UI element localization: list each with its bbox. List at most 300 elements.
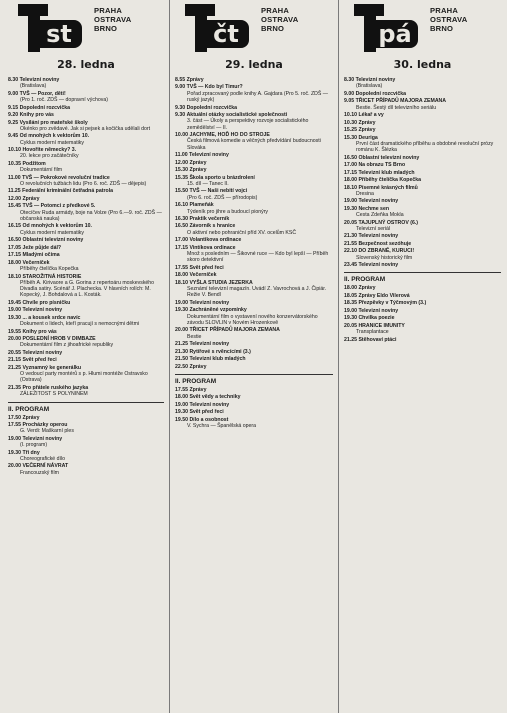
program-title: Federální kriminální četřadná patrola <box>22 188 113 195</box>
program-title: Zprávy <box>189 167 207 174</box>
program-time: 21.55 <box>344 240 357 247</box>
program-title: TŘICET PŘÍPADŮ MAJORA ZEMANA <box>355 98 447 105</box>
program-entry <box>344 337 501 343</box>
program-time: 10.35 <box>8 160 21 167</box>
program-entry <box>344 323 501 336</box>
program-time: 16.15 <box>8 223 21 230</box>
day-abbreviation: čt <box>203 20 249 48</box>
program-description: O aktivní nebo pohraniční příd XV. ocelům KSČ <box>187 229 297 236</box>
program-description: Televizní seriál <box>356 225 391 232</box>
program-title: Televizní noviny <box>189 299 230 306</box>
program-entry <box>8 147 164 160</box>
program-time: 19.50 <box>175 416 188 423</box>
program-description: 3. část — Úkoly a perspektivy rozvoje socialistického zemědělství — II. <box>187 118 309 131</box>
program-entry <box>175 349 333 355</box>
program-time: 19.00 <box>175 299 188 306</box>
program-entry <box>344 262 501 268</box>
program-title: Vysílání pro mateřské školy <box>19 119 88 126</box>
program-description: Bestie <box>187 333 202 340</box>
program-time: 9.15 <box>8 104 19 111</box>
program-description: Dokumentární film z jihoafrické republiky <box>20 342 114 349</box>
program-entry <box>175 112 333 131</box>
program-time: 10.30 <box>344 119 357 126</box>
program-title: Svět před řeci <box>189 409 224 416</box>
program-time: 8.55 <box>175 77 186 83</box>
day-column-thursday <box>172 0 336 713</box>
program-time: 19.30 <box>8 449 21 456</box>
program-time: 15.35 <box>175 174 188 181</box>
day-date: 30. ledna <box>393 58 452 71</box>
program-time: 8.30 <box>8 77 19 83</box>
program-time: 18.00 <box>175 272 188 279</box>
program-entry <box>175 152 333 158</box>
station-cities: PRAHA OSTRAVA BRNO <box>261 6 299 33</box>
program-entry <box>175 175 333 188</box>
program-title: Zprávy <box>358 119 376 126</box>
program-description: Okénko pro zvědavé. Jak si pejsek a kočička udělali dort <box>20 125 151 132</box>
program-title: Přezpěvky v Týčmovým (3.) <box>358 300 427 307</box>
program-time: 18.00 <box>344 177 357 184</box>
program-description: V. Sychra — Španělská opera <box>187 423 257 430</box>
program-title: Závorník s hranice <box>189 223 236 230</box>
program-title: Zachráněné vzpomínky <box>189 307 247 314</box>
program-entry <box>175 167 333 173</box>
program-entry <box>175 356 333 362</box>
program-description: Cyklus moderní matematiky <box>20 139 84 146</box>
program-entry <box>8 350 164 356</box>
program-time: 16.10 <box>175 202 188 209</box>
program-description: Cyklus moderní matematiky <box>20 229 84 236</box>
program-description: O vedoucí party montérů s p. Hlumi montéže Ostravsko (Ostrava) <box>20 371 148 384</box>
program-entry <box>8 245 164 251</box>
program-time: 16.50 <box>175 223 188 230</box>
program-entry <box>344 241 501 247</box>
program-time: 19.45 <box>8 299 21 306</box>
program-entry <box>175 160 333 166</box>
program-entry <box>175 216 333 222</box>
program-entry <box>175 280 333 299</box>
program-time: 12.00 <box>8 195 21 202</box>
program-entry <box>344 112 501 118</box>
program-title: Lékař a vy <box>358 112 384 119</box>
program-entry <box>8 203 164 222</box>
program-entry <box>344 206 501 219</box>
tv-logo-icon <box>185 4 257 52</box>
program-title: Ježe půjde dál? <box>22 244 62 251</box>
program-time: 21.30 <box>344 233 357 240</box>
program-entry <box>344 77 501 90</box>
program-time: 19.30 <box>344 205 357 212</box>
program-title: Televizní noviny <box>358 233 399 240</box>
program-description: Francouzský film <box>20 469 59 476</box>
program-title: Dopolední rozcvička <box>186 104 238 111</box>
program-title: Stěhovaví ptáci <box>358 336 397 343</box>
program-title: Knihy pro vás <box>22 328 57 335</box>
program-entry <box>175 202 333 215</box>
program-title: Deuriga <box>358 134 378 141</box>
program-time: 8.30 <box>344 77 355 83</box>
program-title: Zprávy <box>358 127 376 134</box>
program-title: Chvilka poezie <box>358 315 395 322</box>
program-description: O revolučních tužbách lidu (Pro 6. roč. ZDŠ — dějepis) <box>20 180 147 187</box>
program-time: 17.05 <box>8 244 21 251</box>
program-title: TVŠ — Potomci z předkové 5. <box>22 203 96 210</box>
program-time: 21.25 <box>344 336 357 343</box>
program-time: 22.50 <box>175 363 188 370</box>
program-time: 18.00 <box>344 285 357 292</box>
column-divider <box>338 0 339 713</box>
program-title: Vyznamný ke generálku <box>22 364 82 371</box>
program-entry <box>8 436 164 449</box>
program-time: 9.00 <box>8 90 19 97</box>
program-time: 9.30 <box>175 112 186 119</box>
program-time: 21.25 <box>175 341 188 348</box>
program-entry <box>344 127 501 133</box>
program-time: 10.10 <box>8 147 21 154</box>
program-title: JACHYME, HOĎ HO DO STROJE <box>189 132 270 139</box>
program-title: Vintíkova ordinace <box>189 244 236 251</box>
day-header <box>175 0 333 58</box>
program-entry <box>8 196 164 202</box>
program-time: 18.00 <box>175 394 188 401</box>
program-entry <box>8 336 164 349</box>
program-entry <box>8 415 164 421</box>
program-title: Svět před řeci <box>189 264 224 271</box>
program-title: Od mnohých k vektorům 10. <box>19 133 90 140</box>
program-entry <box>8 112 164 118</box>
program-description: Dresina <box>356 190 374 197</box>
program-title: Příběhy čtelíčka Kopečka <box>358 177 422 184</box>
program-description: (I. program) <box>20 442 48 449</box>
program-time: 19.55 <box>8 328 21 335</box>
program-entry <box>8 161 164 174</box>
program-title: Plameňák <box>189 202 214 209</box>
program-title: Písemné krásných filmů <box>358 184 418 191</box>
program-time: 9.05 <box>344 98 355 105</box>
program-title: Televizní noviny <box>358 307 399 314</box>
program-time: 16.50 <box>344 154 357 161</box>
program-entry <box>344 233 501 239</box>
program-title: Zprávy <box>189 386 207 393</box>
program-title: STAROŽITNÁ HISTORIE <box>22 273 82 280</box>
program-entry <box>8 274 164 299</box>
program-title: HRANICE IMUNITY <box>358 322 405 329</box>
station-cities: PRAHA OSTRAVA BRNO <box>94 6 132 33</box>
program-entry <box>175 341 333 347</box>
program-entry <box>175 132 333 151</box>
program-title: Hovořite německy? 3. <box>22 147 77 154</box>
program-entry <box>8 450 164 463</box>
program-entry <box>175 223 333 236</box>
program-title: Zprávy <box>186 77 204 83</box>
day-date: 28. ledna <box>57 58 115 71</box>
program-entry <box>8 188 164 194</box>
program-time: 15.25 <box>344 127 357 134</box>
day-column-friday <box>341 0 504 713</box>
program-entry <box>8 357 164 363</box>
program-description: (Bratislava) <box>356 83 383 90</box>
program-entry <box>175 409 333 415</box>
program-title: Rytířové s rvěncícími (3.) <box>189 348 251 355</box>
program-entry <box>344 135 501 154</box>
program-title: Dopolední rozcvička <box>355 90 407 97</box>
station-cities: PRAHA OSTRAVA BRNO <box>430 6 468 33</box>
program-title: VYŠLA STUDIA JEZERKA <box>189 279 253 286</box>
program-entry <box>344 98 501 111</box>
program-entry <box>175 300 333 306</box>
program-time: 16.30 <box>175 216 188 222</box>
program-time: 15.30 <box>175 167 188 174</box>
program-title: Praktik večerník <box>189 216 230 222</box>
program-time: 17.00 <box>344 162 357 169</box>
program-description: Transplantace <box>356 329 389 336</box>
tv-logo-icon <box>18 4 90 52</box>
program-title: Svět vědy a techniky <box>189 394 241 401</box>
program-time: 20.05 <box>344 322 357 329</box>
program-time: 19.30 <box>8 314 21 321</box>
program-title: Televizní noviny <box>355 77 396 83</box>
program-entry <box>8 252 164 258</box>
second-program-heading: II. PROGRAM <box>344 272 501 283</box>
program-title: Večerníček <box>22 259 50 266</box>
program-time: 19.30 <box>175 409 188 416</box>
program-title: Zprávy <box>189 159 207 166</box>
program-entry <box>8 385 164 398</box>
program-entry <box>175 387 333 393</box>
column-divider <box>169 0 170 713</box>
program-time: 9.30 <box>175 104 186 111</box>
program-title: Mladými očima <box>22 252 60 259</box>
program-entry <box>8 365 164 384</box>
program-title: Zprávy <box>22 414 40 421</box>
program-title: Večerníček <box>189 272 217 279</box>
program-entry <box>8 120 164 133</box>
program-title: Televizní noviny <box>19 77 60 83</box>
program-time: 15.30 <box>344 134 357 141</box>
program-description: Bestie. Šestý díl televizního seriálu <box>356 104 437 111</box>
program-entry <box>175 307 333 326</box>
program-time: 9.00 <box>344 90 355 97</box>
program-time: 19.30 <box>175 307 188 314</box>
program-description: 20. lekce pro začátečníky <box>20 153 79 160</box>
program-title: Televizní noviny <box>189 401 230 408</box>
program-time: 18.35 <box>344 300 357 307</box>
program-time: 11.25 <box>8 188 21 195</box>
program-entry <box>344 198 501 204</box>
program-title: Zprávy <box>189 363 207 370</box>
program-time: 9.45 <box>8 133 19 140</box>
program-time: 17.00 <box>175 237 188 244</box>
program-time: 19.00 <box>344 307 357 314</box>
program-title: TVŠ — Pozor, děti! <box>19 90 66 97</box>
program-title: Televizní noviny <box>22 349 63 356</box>
program-time: 12.00 <box>175 159 188 166</box>
program-entry <box>175 394 333 400</box>
program-title: Chvíle pro písničku <box>22 299 71 306</box>
program-description: Cesta Zdeňka Mokla <box>356 212 404 219</box>
program-description: ZÁLEŽITOST S POLYNINEM <box>20 391 88 398</box>
program-entry <box>8 307 164 313</box>
program-title: Oblastní televizní noviny <box>22 237 84 244</box>
program-time: 17.55 <box>175 264 188 271</box>
program-time: 18.05 <box>344 292 357 299</box>
tv-logo-icon <box>354 4 426 52</box>
program-description: Otecíčev Ruda armády, boje na Volze (Pro 6.—9. roč. ZDŠ — občanská nauka) <box>20 209 162 222</box>
program-time: 23.45 <box>344 262 357 269</box>
program-title: VEČERNÍ NÁVRAT <box>22 463 69 470</box>
program-entry <box>8 463 164 476</box>
program-time: 15.50 <box>175 188 188 195</box>
program-entry <box>344 285 501 291</box>
program-description: (Pro 1. roč. ZDŠ — dopravní výchova) <box>20 97 108 104</box>
program-time: 20.05 <box>344 219 357 226</box>
program-title: Zprávy Eldo Vilerová <box>358 292 410 299</box>
program-entry <box>175 327 333 340</box>
program-time: 18.00 <box>8 259 21 266</box>
program-description: Slovenský historický film <box>356 254 413 261</box>
day-header <box>344 0 501 58</box>
program-time: 19.00 <box>8 307 21 314</box>
program-entry <box>8 315 164 328</box>
program-title: Zprávy <box>22 195 40 202</box>
program-entry <box>8 300 164 306</box>
program-description: Seznámí televizní magazín. Uvádí Z. Vavrochová a J. Čipiár. Režie V. Bendl <box>187 286 327 299</box>
program-title: Procházky operou <box>22 422 68 429</box>
program-description: Příběhy čtelíčka Kopečka <box>20 266 79 273</box>
program-time: 20.55 <box>8 349 21 356</box>
program-time: 19.00 <box>344 198 357 205</box>
program-time: 9.20 <box>8 112 19 119</box>
program-title: Televizní noviny <box>22 307 63 314</box>
program-entry <box>344 248 501 261</box>
program-title: Tři dny <box>22 449 40 456</box>
day-abbreviation: pá <box>372 20 418 48</box>
program-time: 19.30 <box>344 315 357 322</box>
program-title: Zprávy <box>358 285 376 292</box>
second-program-heading: II. PROGRAM <box>8 402 164 413</box>
program-description: Česká filmová komedie a věčných předvídání budoucnosti Slováka <box>187 138 321 151</box>
program-time: 15.45 <box>8 203 21 210</box>
program-title: TVŠ — Naši nebití vojci <box>189 188 248 195</box>
program-time: 21.50 <box>175 356 188 363</box>
program-entry <box>175 77 333 83</box>
program-title: Nechme sen <box>358 205 390 212</box>
program-time: 17.15 <box>344 169 357 176</box>
program-entry <box>344 220 501 233</box>
program-title: Knihy pro vás <box>19 112 54 119</box>
program-title: Televizní noviny <box>358 262 399 269</box>
program-entry <box>175 272 333 278</box>
program-time: 22.10 <box>344 248 357 255</box>
program-title: Dílo a osobnost <box>189 416 229 423</box>
program-time: 21.35 <box>8 384 21 391</box>
program-time: 9.25 <box>8 119 19 126</box>
program-description: První část dramatického příběhu a obdobné revoluční prózy románu K. Šlézka <box>356 140 494 154</box>
program-title: Svět před řeci <box>22 357 57 364</box>
program-entry <box>8 175 164 188</box>
program-time: 11.00 <box>175 152 188 159</box>
program-description: Dokumentární film <box>20 167 63 174</box>
program-time: 17.15 <box>175 244 188 251</box>
program-description: Množ s posledním — Šikovné ruce — Kdo byl lepší — Příběh skoro detektivní <box>187 251 329 264</box>
program-entry <box>344 120 501 126</box>
program-description: Dokumentární film o vystavení nového konzervátorského závodu SLOVLIN v Novém Hrozenkově <box>187 313 318 326</box>
program-time: 18.10 <box>8 273 21 280</box>
program-time: 19.00 <box>8 435 21 442</box>
program-time: 17.55 <box>8 422 21 429</box>
program-time: 16.50 <box>8 237 21 244</box>
program-entry <box>344 293 501 299</box>
program-title: TVŠ — Pokrokové revoluční tradice <box>22 174 110 181</box>
program-description: (Bratislava) <box>20 83 47 90</box>
program-entry <box>344 315 501 321</box>
program-title: Televizní noviny <box>358 198 399 205</box>
program-entry <box>8 329 164 335</box>
program-title: Televizní noviny <box>22 435 63 442</box>
program-time: 10.10 <box>344 112 357 119</box>
program-entry <box>175 245 333 264</box>
program-entry <box>8 105 164 111</box>
program-time: 21.30 <box>175 348 188 355</box>
program-time: 21.15 <box>8 357 21 364</box>
program-description: Dokument o lidech, kteří pracují s nemocnými dětmi <box>20 321 140 328</box>
program-description: Pořad zpracovaný podle knihy A. Gajdara (Pro 5. roč. ZDŠ — ruský jazyk) <box>187 90 328 104</box>
second-program-heading: II. PROGRAM <box>175 374 333 385</box>
program-entry <box>175 402 333 408</box>
program-title: TAJUPLNÝ OSTROV (6.) <box>358 219 419 226</box>
program-title: Bezpečnost sezóhuje <box>358 240 412 247</box>
program-title: Volantikova ordinace <box>189 237 242 244</box>
program-title: Podžitom <box>22 160 46 167</box>
program-title: Oblastní televizní noviny <box>358 154 420 161</box>
program-time: 20.00 <box>8 463 21 470</box>
program-description: (Pro 6. roč. ZDŠ — přírodopis) <box>187 194 258 201</box>
program-entry <box>8 237 164 243</box>
program-entry <box>8 77 164 90</box>
day-column-tuesday <box>5 0 167 713</box>
program-title: DO ZBRANĚ, KURUCI! <box>358 248 415 255</box>
program-time: 17.50 <box>8 414 21 421</box>
program-title: TVŠ — Kdo byl Timur? <box>186 84 243 91</box>
program-entry <box>175 188 333 201</box>
program-entry <box>344 300 501 306</box>
program-entry <box>8 91 164 104</box>
program-entry <box>344 162 501 168</box>
program-title: Škola sporto u brázdrolení <box>189 174 255 181</box>
program-entry <box>344 155 501 161</box>
program-time: 19.00 <box>175 401 188 408</box>
program-title: Televizní noviny <box>189 152 229 159</box>
program-title: Aktuální otázky socialistické společnosti <box>186 112 288 119</box>
program-time: 18.10 <box>344 184 357 191</box>
program-entry <box>344 170 501 176</box>
program-entry <box>344 308 501 314</box>
program-entry <box>344 177 501 183</box>
program-entry <box>8 223 164 236</box>
program-entry <box>175 417 333 430</box>
program-description: Choreografické dílo <box>20 455 65 462</box>
program-entry <box>175 265 333 271</box>
program-title: Televizní klub mladých <box>358 169 415 176</box>
program-time: 17.55 <box>175 386 188 393</box>
program-time: 20.00 <box>175 327 188 334</box>
program-time: 10.00 <box>175 132 188 139</box>
program-title: Na obrazu TS Brno <box>358 162 406 169</box>
program-title: Pro přátele ruského jazyka <box>22 384 89 391</box>
day-date: 29. ledna <box>225 58 283 71</box>
program-description: Týdeník pro jihre a budoucí pionýry <box>187 208 269 215</box>
program-title: Televizní klub mladých <box>189 356 246 363</box>
